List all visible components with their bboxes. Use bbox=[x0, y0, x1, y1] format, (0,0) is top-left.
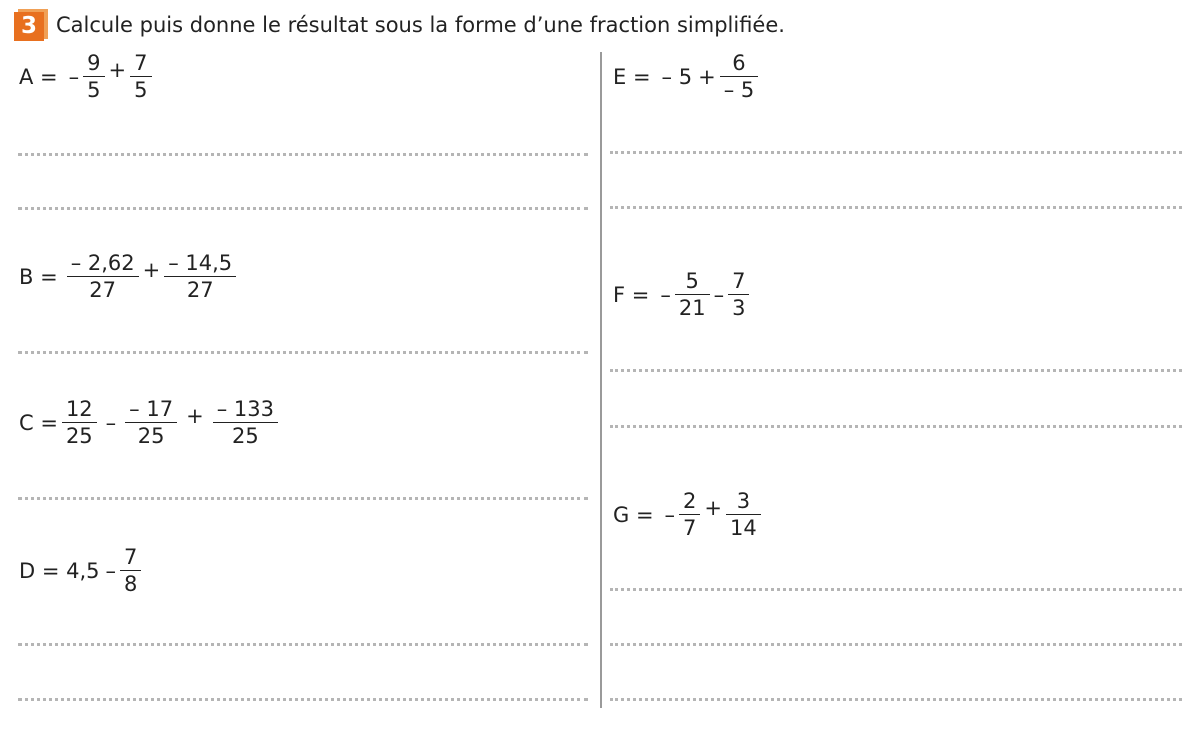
answer-line[interactable] bbox=[18, 643, 588, 646]
denominator: 5 bbox=[130, 76, 151, 103]
numerator: – 2,62 bbox=[70, 251, 135, 275]
expression-g bbox=[610, 488, 762, 541]
fraction bbox=[64, 396, 95, 449]
fraction bbox=[85, 50, 102, 103]
denominator: 25 bbox=[213, 422, 278, 449]
fraction bbox=[681, 488, 698, 541]
answer-line[interactable] bbox=[18, 351, 588, 354]
expression-g-sign: – bbox=[664, 502, 676, 527]
fraction bbox=[69, 250, 137, 303]
denominator: 5 bbox=[83, 76, 104, 103]
operator: + bbox=[142, 257, 161, 282]
denominator: 3 bbox=[728, 294, 749, 321]
expression-f-sign: – bbox=[660, 282, 671, 307]
numerator: 6 bbox=[732, 51, 746, 75]
exercise-instruction: Calcule puis donne le résultat sous la forme d’une fraction simplifiée. bbox=[56, 13, 785, 37]
numerator: 7 bbox=[134, 51, 148, 75]
fraction bbox=[730, 268, 747, 321]
fraction bbox=[132, 50, 149, 103]
answer-line[interactable] bbox=[610, 425, 1182, 428]
exercise-number: 3 bbox=[14, 12, 44, 41]
expression-e-lead: – 5 bbox=[661, 64, 693, 89]
operator: + bbox=[186, 403, 204, 428]
exercise-header bbox=[14, 8, 785, 42]
denominator: 7 bbox=[679, 514, 700, 541]
expression-d bbox=[16, 544, 142, 597]
denominator: 27 bbox=[67, 276, 139, 303]
denominator: 27 bbox=[164, 276, 236, 303]
answer-line[interactable] bbox=[610, 206, 1182, 209]
answer-line[interactable] bbox=[18, 207, 588, 210]
expression-f bbox=[610, 268, 750, 321]
numerator: 7 bbox=[732, 269, 746, 293]
numerator: 7 bbox=[124, 545, 138, 569]
numerator: – 14,5 bbox=[168, 251, 233, 275]
operator: + bbox=[108, 57, 127, 82]
expression-c bbox=[16, 396, 279, 449]
operator: – bbox=[105, 558, 117, 583]
fraction bbox=[127, 396, 175, 449]
fraction bbox=[722, 50, 757, 103]
answer-line[interactable] bbox=[610, 643, 1182, 646]
fraction bbox=[215, 396, 276, 449]
fraction bbox=[728, 488, 759, 541]
fraction bbox=[122, 544, 139, 597]
expression-b bbox=[16, 250, 237, 303]
expression-g-label: G = bbox=[613, 502, 654, 527]
numerator: 3 bbox=[736, 489, 751, 513]
expression-f-label: F = bbox=[613, 282, 650, 307]
expression-e-label: E = bbox=[613, 64, 651, 89]
numerator: – 133 bbox=[216, 397, 274, 421]
fraction bbox=[166, 250, 234, 303]
operator: – bbox=[105, 410, 117, 435]
answer-line[interactable] bbox=[610, 588, 1182, 591]
answer-line[interactable] bbox=[18, 153, 588, 156]
operator: + bbox=[704, 495, 723, 520]
answer-line[interactable] bbox=[18, 698, 588, 701]
expression-d-label: D = 4,5 bbox=[19, 558, 100, 583]
operator: + bbox=[698, 64, 716, 89]
numerator: – 17 bbox=[129, 397, 174, 421]
answer-line[interactable] bbox=[610, 369, 1182, 372]
answer-line[interactable] bbox=[610, 698, 1182, 701]
expression-a bbox=[16, 50, 153, 103]
operator: – bbox=[713, 282, 725, 307]
denominator: 25 bbox=[125, 422, 177, 449]
expression-e bbox=[610, 50, 759, 103]
denominator: 21 bbox=[675, 294, 710, 321]
denominator: – 5 bbox=[720, 76, 759, 103]
answer-line[interactable] bbox=[610, 151, 1182, 154]
numerator: 5 bbox=[685, 269, 699, 293]
expression-b-label: B = bbox=[19, 264, 58, 289]
fraction bbox=[677, 268, 708, 321]
denominator: 14 bbox=[726, 514, 761, 541]
numerator: 2 bbox=[683, 489, 697, 513]
column-divider bbox=[600, 52, 602, 708]
denominator: 25 bbox=[62, 422, 97, 449]
expression-a-label: A = bbox=[19, 64, 58, 89]
exercise-number-badge bbox=[14, 9, 48, 41]
denominator: 8 bbox=[120, 570, 141, 597]
expression-c-label: C = bbox=[19, 410, 58, 435]
numerator: 9 bbox=[87, 51, 101, 75]
answer-line[interactable] bbox=[18, 497, 588, 500]
numerator: 12 bbox=[65, 397, 93, 421]
expression-a-sign: – bbox=[68, 64, 80, 89]
